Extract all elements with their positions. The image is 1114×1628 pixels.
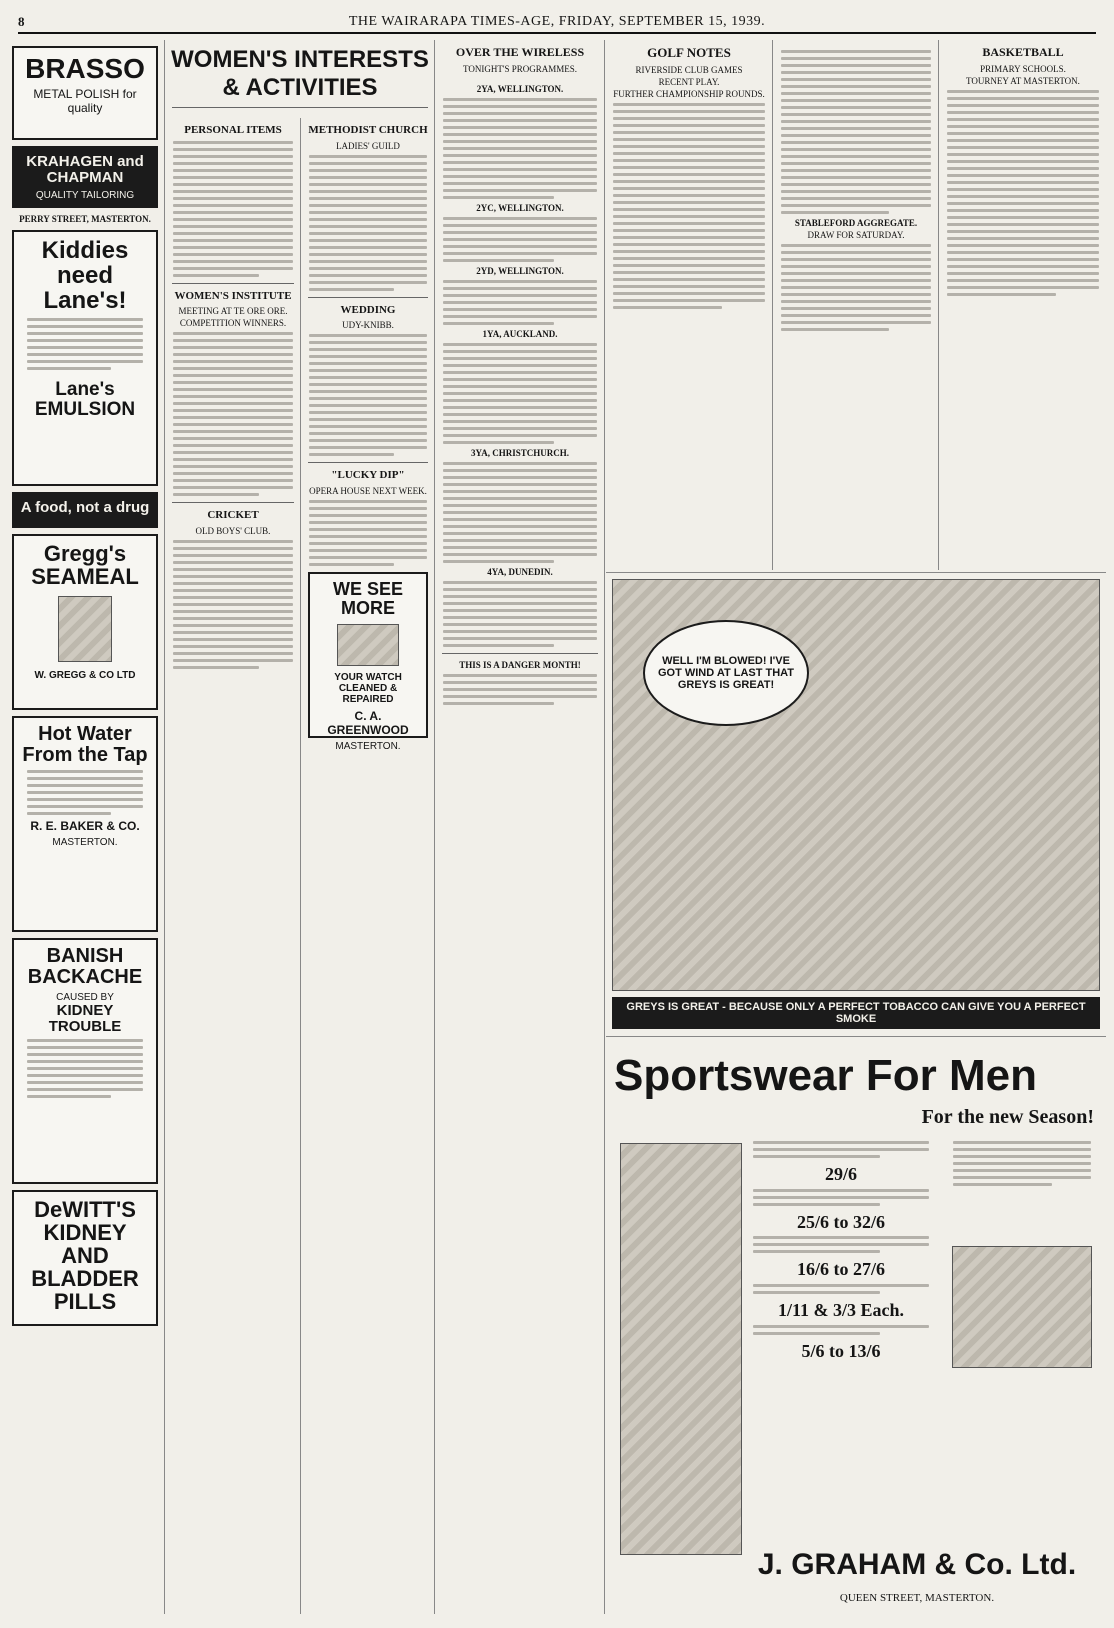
newspaper-title: THE WAIRARAPA TIMES-AGE, FRIDAY, SEPTEMBER 15, 1939. [348,14,766,29]
tailor-address: PERRY STREET, MASTERTON. [19,214,151,224]
graham-price-list [746,1137,936,1365]
graham-address: QUEEN STREET, MASTERTON. [839,1592,995,1604]
masthead [18,14,1096,34]
danger-month-heading: THIS IS A DANGER MONTH! [459,659,581,670]
greggs-product: Gregg's SEAMEAL [31,541,139,590]
backache-cause: KIDNEY TROUBLE [48,1002,122,1035]
hot-water-ad [12,716,158,932]
wireless-column [436,40,605,1614]
watch-jeweller: C. A. GREENWOOD [327,708,409,737]
golf-rounds: FURTHER CHAMPIONSHIP ROUNDS. [613,88,765,99]
graham-price-5: 5/6 to 13/6 [801,1340,881,1361]
basketball-subtitle: PRIMARY SCHOOLS. [980,63,1066,74]
wedding-heading: WEDDING [340,303,396,316]
hotwater-firm: R. E. BAKER & CO. [30,819,140,833]
basketball-tourney: TOURNEY AT MASTERTON. [966,75,1080,86]
brasso-tag: METAL POLISH for quality [33,87,137,116]
golf-title: GOLF NOTES [647,45,731,60]
greggs-seameal-ad [12,534,158,710]
womens-section-title: WOMEN'S INTERESTS & ACTIVITIES [171,46,429,101]
ads-column-left [6,40,165,1614]
golf-recent: RECENT PLAY. [658,76,720,87]
womens-left-subcolumn [166,118,301,1614]
watch-town: MASTERTON. [335,740,401,752]
lucky-dip-heading: "LUCKY DIP" [331,469,405,482]
wedding-names: UDY-KNIBB. [342,320,394,331]
greggs-banner [12,492,158,528]
graham-firm: J. GRAHAM & Co. Ltd. [757,1547,1077,1581]
ladies-guild-sub: LADIES' GUILD [336,140,400,151]
seameal-jar-image [58,596,112,662]
dewitts-product: DeWITT'S KIDNEY AND BLADDER PILLS [31,1197,139,1315]
station-2yd: 2YD, WELLINGTON. [476,265,564,276]
womens-column [166,40,435,1614]
greggs-maker: W. GREGG & CO LTD [34,670,136,682]
station-1ya: 1YA, AUCKLAND. [482,328,558,339]
wireless-title: OVER THE WIRELESS [455,45,585,59]
greggs-headline: A food, not a drug [20,499,150,516]
graham-blurb [946,1137,1098,1374]
golf-continued-column [774,40,939,570]
dewitts-pills-ad [12,1190,158,1326]
institute-sub2: COMPETITION WINNERS. [179,318,287,329]
lanes-product: Lane's EMULSION [34,378,136,420]
speech-bubble: WELL I'M BLOWED! I'VE GOT WIND AT LAST THAT GREYS IS GREAT! [643,620,809,726]
womens-right-subcolumn [302,118,434,1614]
basketball-column [940,40,1106,570]
watch-man-image [337,624,399,666]
page-number: 8 [18,14,25,29]
backache-caused-by: CAUSED BY [56,992,114,1003]
graham-price-4: 1/11 & 3/3 Each. [777,1300,904,1321]
jacket-image [952,1246,1092,1368]
wireless-subtitle: TONIGHT'S PROGRAMMES. [463,63,577,74]
lucky-dip-sub: OPERA HOUSE NEXT WEEK. [309,485,427,496]
backache-ad [12,938,158,1184]
backache-headline: BANISH BACKACHE [27,945,143,988]
watch-offer: YOUR WATCH CLEANED & REPAIRED [334,671,402,705]
womens-institute-heading: WOMEN'S INSTITUTE [174,289,292,302]
lanes-emulsion-ad [12,230,158,486]
golf-column [606,40,773,570]
greys-tobacco-ad [606,572,1106,1033]
man-in-suit-image [620,1143,742,1555]
tailor-name: KRAHAGEN and CHAPMAN [26,153,144,186]
station-4ya: 4YA, DUNEDIN. [487,566,553,577]
brasso-ad [12,46,158,140]
graham-headline: Sportswear For Men [614,1051,1037,1100]
methodist-heading: METHODIST CHURCH [308,124,428,136]
graham-tagline: For the new Season! [921,1105,1094,1128]
old-boys-sub: OLD BOYS' CLUB. [195,525,271,536]
golf-club: RIVERSIDE CLUB GAMES [635,64,743,75]
cricket-heading: CRICKET [207,509,259,522]
station-2ya: 2YA, WELLINGTON. [476,83,564,94]
windmill-image [612,579,1100,991]
institute-sub: MEETING AT TE ORE ORE. [178,306,288,317]
watch-repair-ad [308,572,428,752]
graham-sportswear-ad [606,1036,1106,1614]
brasso-name: BRASSO [25,53,145,84]
station-3ya: 3YA, CHRISTCHURCH. [471,447,569,458]
right-block [606,40,1106,1614]
personal-items-heading: PERSONAL ITEMS [184,124,282,136]
hotwater-town: MASTERTON. [52,837,118,848]
stableford-heading: STABLEFORD AGGREGATE. [794,218,918,228]
station-2yc: 2YC, WELLINGTON. [476,202,564,213]
tailoring-ad [12,146,158,208]
graham-price-2: 25/6 to 32/6 [797,1211,885,1232]
tailor-tag: QUALITY TAILORING [35,189,135,201]
greys-footer: GREYS IS GREAT - BECAUSE ONLY A PERFECT TOBACCO CAN GIVE YOU A PERFECT SMOKE [612,997,1100,1029]
watch-headline: WE SEE MORE [332,578,403,618]
lanes-headline: Kiddies need Lane's! [41,237,129,315]
basketball-title: BASKETBALL [982,45,1064,59]
hotwater-headline: Hot Water From the Tap [22,723,148,766]
stableford-draw: DRAW FOR SATURDAY. [807,230,905,240]
graham-price-1: 29/6 [824,1164,857,1184]
graham-price-3: 16/6 to 27/6 [797,1259,885,1280]
